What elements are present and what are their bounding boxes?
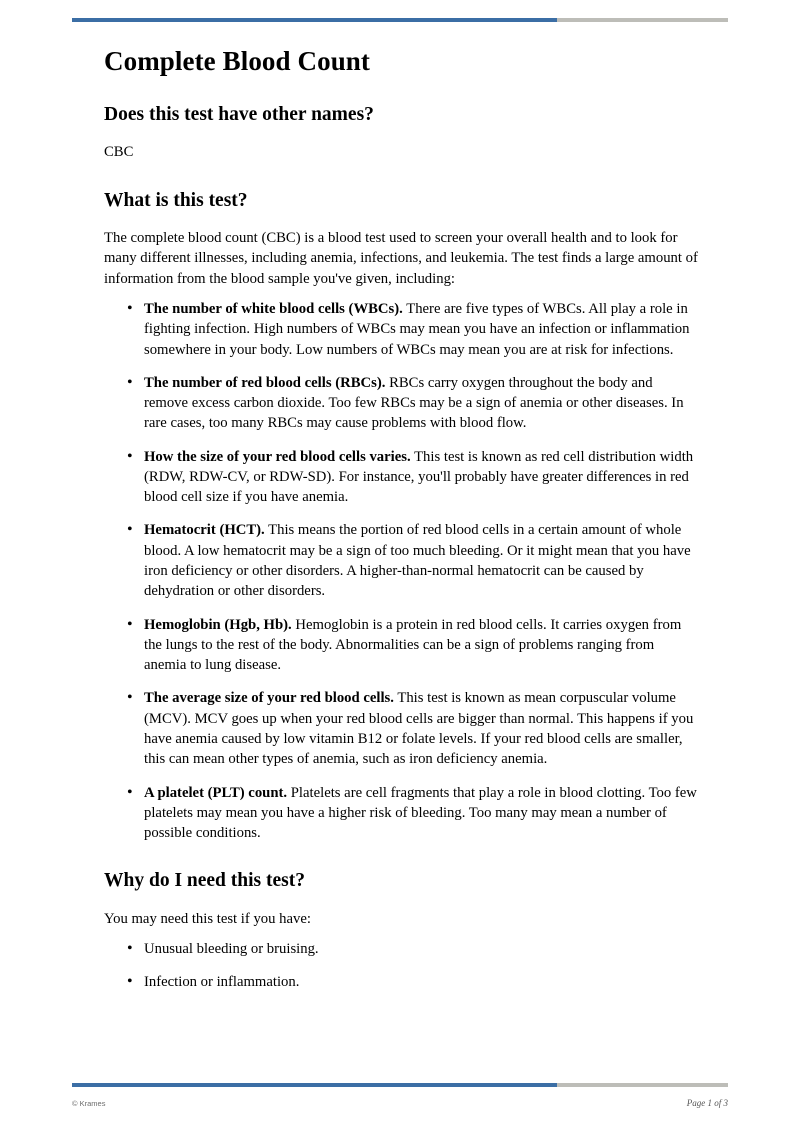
list-item-text: There are five types of WBCs. All play a role in fighting infection. High numbers of WBCs may mean you have an infection or inflammation somewhere in your body. Low numbers of WBCs may mean you are at risk for infections.: [144, 300, 690, 358]
section-other-names: [104, 103, 700, 163]
list-item-lead: How the size of your red blood cells varies.: [144, 448, 411, 465]
list-item-lead: The average size of your red blood cells.: [144, 690, 394, 707]
paragraph: The complete blood count (CBC) is a blood test used to screen your overall health and to look for many different illnesses, including anemia, infections, and leukemia. The test finds a large amount of information from the blood sample you've given, including:: [104, 230, 698, 287]
document-content: [104, 46, 700, 1015]
list-item: [104, 972, 700, 992]
list-item-lead: The number of white blood cells (WBCs).: [144, 300, 403, 317]
list-item: [104, 373, 700, 434]
list-item-text: Unusual bleeding or bruising.: [144, 941, 319, 958]
header-rule-gray-segment: [557, 18, 728, 22]
list-item-text: Platelets are cell fragments that play a role in blood clotting. Too few platelets may mean you have a higher risk of bleeding. Too many may mean a number of possible conditions.: [144, 784, 697, 842]
list-item-text: RBCs carry oxygen throughout the body and remove excess carbon dioxide. Too few RBCs may be a sign of anemia or other diseases. In rare cases, too many RBCs may cause problems with blood flow.: [144, 374, 684, 432]
section-heading: Why do I need this test?: [104, 870, 305, 892]
section-heading: Does this test have other names?: [104, 104, 374, 126]
section-what-is-this-test: [104, 189, 700, 844]
list-item-lead: A platelet (PLT) count.: [144, 784, 288, 801]
list-item-text: This means the portion of red blood cells in a certain amount of whole blood. A low hematocrit may be a sign of too much bleeding. Or it might mean that you have iron deficiency or other disorders. A higher-than-normal hematocrit can be caused by dehydration or other disorders.: [144, 522, 691, 600]
list-item: [104, 783, 700, 844]
list-item: [104, 520, 700, 601]
paragraph: You may need this test if you have:: [104, 910, 311, 927]
list-item-lead: Hemoglobin (Hgb, Hb).: [144, 616, 292, 633]
footer-page-number: Page 1 of 3: [686, 1098, 728, 1108]
list-item: [104, 939, 700, 959]
footer-rule-blue-segment: [72, 1083, 557, 1087]
section-heading: What is this test?: [104, 189, 248, 211]
list-item-text: This test is known as red cell distribution width (RDW, RDW-CV, or RDW-SD). For instance, you'll probably have greater differences in red blood cell size if you have anemia.: [144, 448, 694, 506]
paragraph: CBC: [104, 144, 134, 161]
list-item-text: Hemoglobin is a protein in red blood cells. It carries oxygen from the lungs to the rest of the body. Abnormalities can be a sign of problems ranging from anemia to lung disease.: [144, 616, 682, 674]
list-item-text: This test is known as mean corpuscular volume (MCV). MCV goes up when your red blood cells are bigger than normal. This happens if you have anemia caused by low vitamin B12 or folate levels. If your red blood cells are smaller, this can mean other types of anemia, such as iron deficiency anemia.: [144, 690, 694, 768]
header-rule: [72, 18, 728, 22]
list-item-text: Infection or inflammation.: [144, 974, 300, 991]
section-why-do-i-need-this-test: [104, 869, 700, 992]
list-item: [104, 447, 700, 508]
header-rule-blue-segment: [72, 18, 557, 22]
list-item: [104, 299, 700, 360]
footer-rule-gray-segment: [557, 1083, 728, 1087]
page-title: Complete Blood Count: [104, 46, 371, 76]
list-item-lead: Hematocrit (HCT).: [144, 522, 265, 539]
footer-rule: [72, 1083, 728, 1087]
footer-copyright: © Krames: [72, 1099, 106, 1108]
list-item: [104, 615, 700, 676]
bullet-list: [104, 939, 700, 993]
page-footer: [72, 1098, 728, 1108]
list-item-lead: The number of red blood cells (RBCs).: [144, 374, 386, 391]
bullet-list: [104, 299, 700, 843]
list-item: [104, 688, 700, 769]
